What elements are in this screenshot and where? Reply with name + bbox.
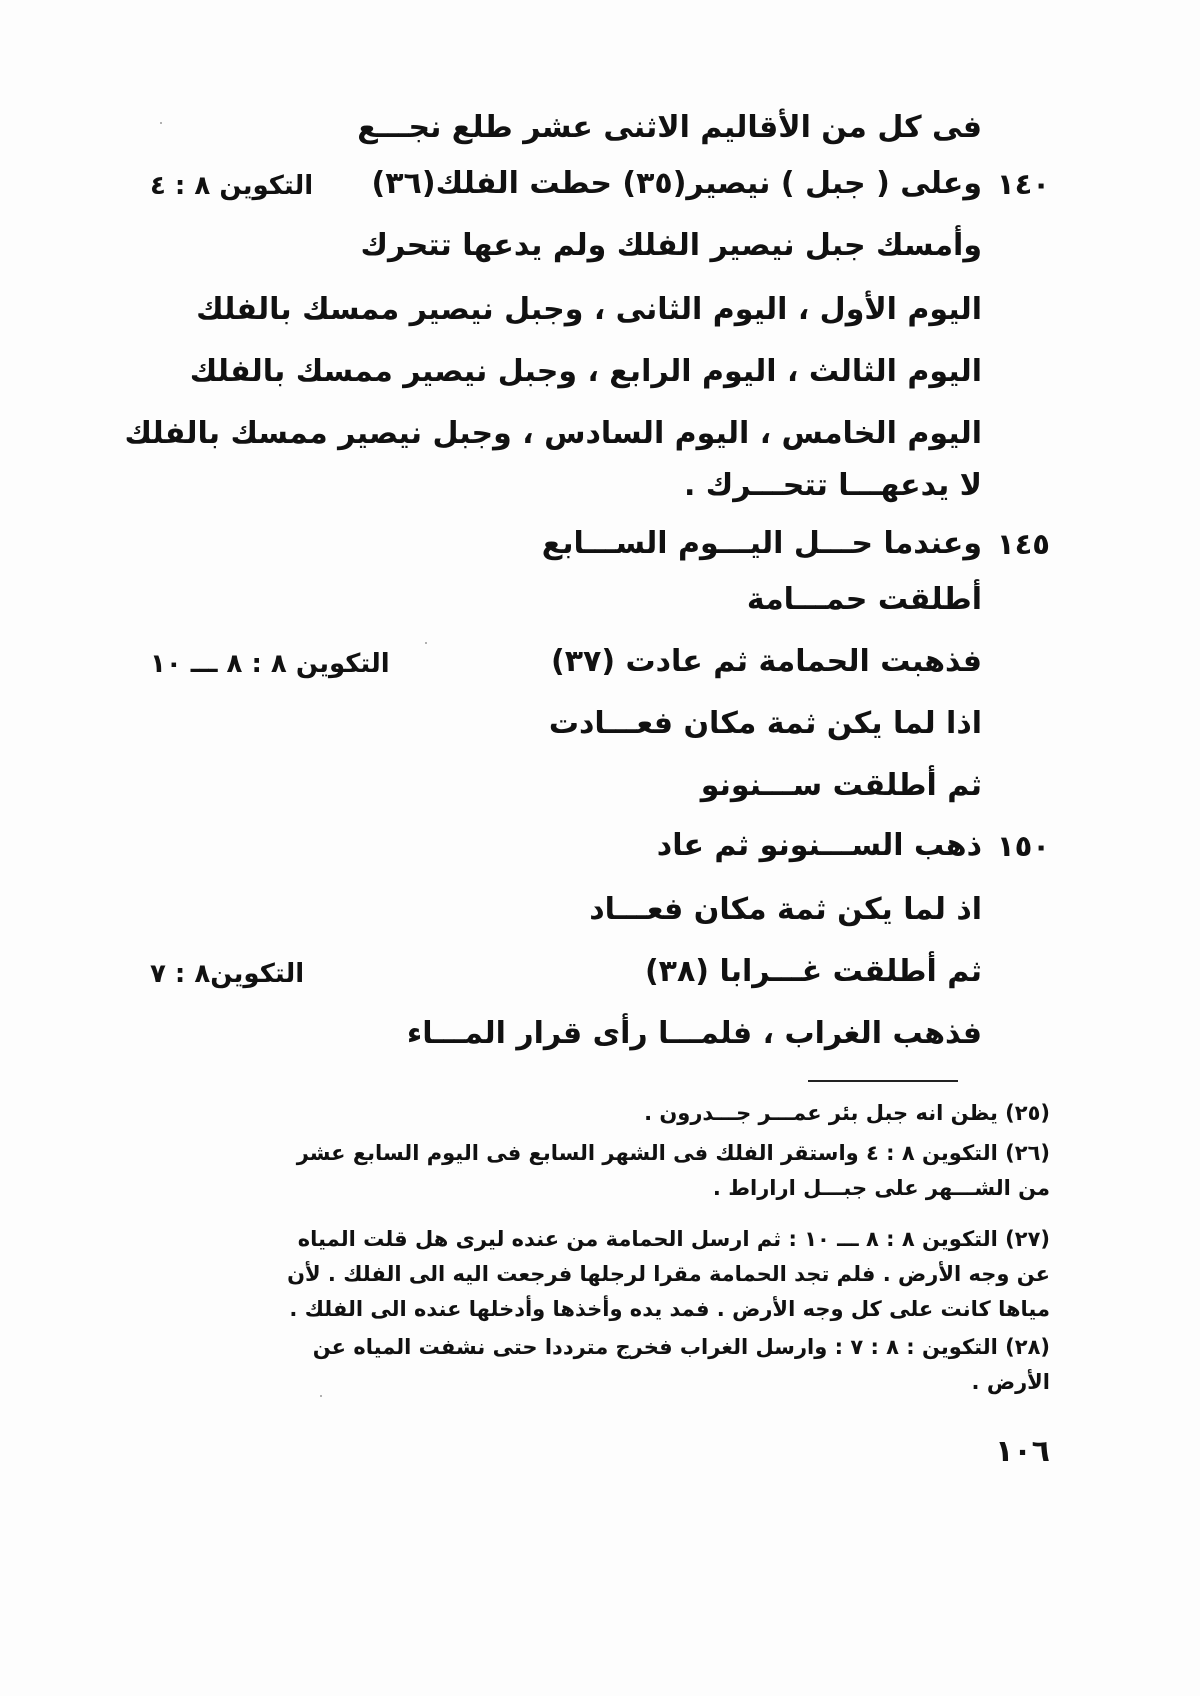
scan-speck [320, 1395, 322, 1397]
footnote-line: مياها كانت على كل وجه الأرض . فمد يده وأخذها وأدخلها عنده الى الفلك . [289, 1297, 1050, 1321]
biblical-reference: التكوين ٨ : ٤ [150, 171, 314, 201]
verse-line: اذا لما يكن ثمة مكان فعـــادت [548, 706, 982, 741]
line-number: ١٥٠ [996, 829, 1050, 863]
verse-line: اليوم الثالث ، اليوم الرابع ، وجبل نيصير ممسك بالفلك [189, 354, 982, 389]
footnote-line: (٢٨) التكوين : ٨ : ٧ : وارسل الغراب فخرج مترددا حتى نشفت المياه عن [312, 1335, 1050, 1359]
verse-line: أطلقت حمـــامة [746, 582, 982, 617]
footnote-25 [145, 1096, 1050, 1131]
footnote-28 [145, 1330, 1050, 1400]
verse-line: وأمسك جبل نيصير الفلك ولم يدعها تتحرك [360, 228, 982, 263]
line-number: ١٤٠ [996, 167, 1050, 201]
footnote-27 [145, 1222, 1050, 1327]
verse-line: ثم أطلقت ســـنونو [700, 768, 982, 803]
line-number: ١٤٥ [996, 527, 1050, 561]
footnote-line: من الشـــهر على جبـــل اراراط . [712, 1176, 1050, 1200]
footnote-line: (٢٥) يظن انه جبل بئر عمـــر جـــدرون . [644, 1101, 1050, 1125]
footnote-line: عن وجه الأرض . فلم تجد الحمامة مقرا لرجلها فرجعت اليه الى الفلك . لأن [287, 1262, 1050, 1286]
page-number: ١٠٦ [995, 1434, 1050, 1469]
verse-line: وعندما حـــل اليـــوم الســـابع [541, 526, 982, 561]
footnote-26 [145, 1136, 1050, 1206]
footnote-line: (٢٧) التكوين ٨ : ٨ ـــ ١٠ : ثم ارسل الحمامة من عنده ليرى هل قلت المياه [297, 1227, 1050, 1251]
footnote-line: (٢٦) التكوين ٨ : ٤ واستقر الفلك فى الشهر السابع فى اليوم السابع عشر [296, 1141, 1050, 1165]
verse-line: اليوم الأول ، اليوم الثانى ، وجبل نيصير ممسك بالفلك [196, 292, 982, 327]
footnote-separator [808, 1080, 958, 1082]
verse-line: فى كل من الأقاليم الاثنى عشر طلع نجـــع [357, 110, 982, 145]
verse-line: فذهب الغراب ، فلمـــا رأى قرار المـــاء [406, 1016, 982, 1051]
footnote-line: الأرض . [971, 1370, 1050, 1394]
scan-speck [160, 122, 162, 124]
verse-line: اذ لما يكن ثمة مكان فعـــاد [589, 892, 982, 927]
scan-speck [425, 642, 427, 644]
biblical-reference: التكوين ٨ : ٨ ـــ ١٠ [150, 649, 390, 679]
verse-line: ثم أطلقت غـــرابا (٣٨) [644, 954, 982, 989]
verse-line: لا يدعهـــا تتحـــرك . [683, 468, 982, 503]
verse-line: فذهبت الحمامة ثم عادت (٣٧) [550, 644, 982, 679]
verse-line: ذهب الســـنونو ثم عاد [656, 828, 982, 863]
verse-line: وعلى ( جبل ) نيصير(٣٥) حطت الفلك(٣٦) [371, 166, 982, 201]
biblical-reference: التكوين٨ : ٧ [150, 959, 305, 989]
verse-line: اليوم الخامس ، اليوم السادس ، وجبل نيصير ممسك بالفلك [124, 416, 982, 451]
